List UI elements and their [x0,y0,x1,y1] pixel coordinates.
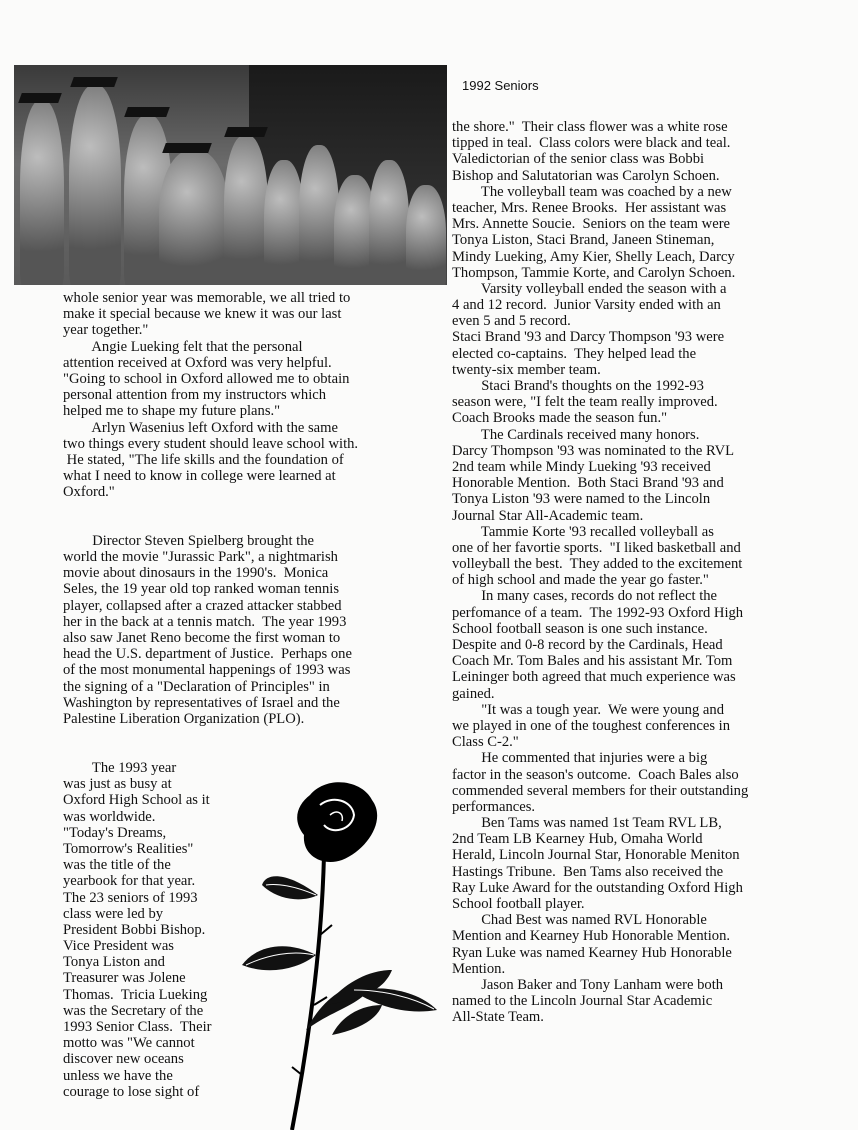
text-line: gained. [452,685,495,702]
text-line: In many cases, records do not reflect the [452,588,718,605]
text-line: Thompson, Tammie Korte, and Carolyn Schoen. [452,264,736,281]
text-line: All-State Team. [452,1009,544,1026]
text-line: was just as busy at [63,776,172,793]
text-line [63,500,448,516]
text-line: Washington by representatives of Israel and the [63,694,340,711]
text-line: Mention. [452,960,506,977]
text-line: discover new oceans [63,1051,184,1068]
text-line: motto was "We cannot [63,1035,195,1052]
text-line: Coach Mr. Tom Bales and his assistant Mr. Tom [452,653,733,670]
text-line: Darcy Thompson '93 was nominated to the RVL [452,442,735,459]
text-line: Tomorrow's Realities" [63,840,194,857]
text-line: of the most monumental happenings of 1993 was [63,662,351,679]
text-line: even 5 and 5 record. [452,313,571,330]
text-line: courage to lose sight of [63,1083,200,1100]
text-line: Staci Brand's thoughts on the 1992-93 [452,378,704,394]
text-line: School football season is one such instance. [452,620,708,637]
text-line: named to the Lincoln Journal Star Academic [452,993,713,1010]
text-line: twenty-six member team. [452,361,601,378]
text-line: year together." [63,322,149,339]
text-line: perfomance of a team. The 1992-93 Oxford High [452,604,744,621]
text-line: whole senior year was memorable, we all tried to [63,290,351,306]
text-line: Oxford." [63,484,115,501]
text-line: Ray Luke Award for the outstanding Oxford High [452,879,743,896]
text-line: Chad Best was named RVL Honorable [452,912,707,929]
text-line: Hastings Tribune. Ben Tams also received the [452,863,724,880]
text-line: Ryan Luke was named Kearney Hub Honorable [452,944,732,961]
text-line: Vice President was [63,938,174,955]
text-line: season were, "I felt the team really improved. [452,394,718,411]
text-line: The volleyball team was coached by a new [452,183,732,200]
text-line: one of her favortie sports. "I liked basketball and [452,539,741,556]
senior-class-photo [14,65,447,285]
text-line: Oxford High School as it [63,792,210,809]
text-line: Valedictorian of the senior class was Bobbi [452,151,705,168]
text-line: "Going to school in Oxford allowed me to obtain [63,370,350,387]
text-line: Angie Lueking felt that the personal [63,338,303,355]
text-line: Tonya Liston and [63,954,165,971]
rose-illustration [232,775,442,1130]
text-line: class were led by [63,905,164,922]
text-line: Varsity volleyball ended the season with a [452,280,727,297]
text-line: Seles, the 19 year old top ranked woman tennis [63,581,339,598]
text-line: the signing of a "Declaration of Principles" in [63,678,330,695]
text-line: attention received at Oxford was very helpful. [63,354,332,371]
text-line: 2nd team while Mindy Lueking '93 received [452,458,711,475]
text-line: Arlyn Wasenius left Oxford with the same [63,419,338,436]
text-line: factor in the season's outcome. Coach Bales also [452,766,739,783]
text-line: make it special because we knew it was our last [63,306,342,323]
text-line: Staci Brand '93 and Darcy Thompson '93 were [452,329,725,346]
text-line: unless we have the [63,1067,173,1084]
text-line: Treasurer was Jolene [63,970,186,987]
text-line: Ben Tams was named 1st Team RVL LB, [452,815,722,832]
text-line: movie about dinosaurs in the 1990's. Monica [63,565,329,582]
text-line: head the U.S. department of Justice. Perhaps one [63,646,352,663]
text-line: Tammie Korte '93 recalled volleyball as [452,523,714,540]
left-column-text [63,290,448,760]
text-line: Director Steven Spielberg brought the [63,532,315,549]
text-line: Herald, Lincoln Journal Star, Honorable Meniton [452,847,740,864]
text-line: Tonya Liston '93 were named to the Lincoln [452,491,711,508]
text-line: Class C-2." [452,734,519,751]
text-line: Jason Baker and Tony Lanham were both [452,976,724,993]
text-line: elected co-captains. They helped lead the [452,345,697,362]
text-line: 4 and 12 record. Junior Varsity ended with an [452,297,721,314]
text-line: Leininger both agreed that much experience was [452,669,736,686]
text-line [63,517,448,533]
text-line: Honorable Mention. Both Staci Brand '93 and [452,475,724,492]
text-line: world the movie "Jurassic Park", a nightmarish [63,549,338,565]
text-line: Thomas. Tricia Lueking [63,986,208,1003]
text-line: "Today's Dreams, [63,824,167,841]
text-line: was worldwide. [63,808,156,825]
text-line: He commented that injuries were a big [452,750,708,767]
text-line: Tonya Liston, Staci Brand, Janeen Stineman, [452,232,715,249]
text-line: Despite and 0-8 record by the Cardinals, Head [452,637,723,653]
text-line: School football player. [452,896,585,912]
text-line: He stated, "The life skills and the foundation of [63,451,344,468]
text-line: Mindy Lueking, Amy Kier, Shelly Leach, Darcy [452,248,735,265]
text-line: the shore." Their class flower was a white rose [452,119,728,135]
text-line: commended several members for their outstanding [452,782,749,799]
text-line: yearbook for that year. [63,873,196,890]
text-line: The 1993 year [63,760,177,776]
text-line: The Cardinals received many honors. [452,426,700,443]
text-line: Coach Brooks made the season fun." [452,410,668,427]
text-line: also saw Janet Reno become the first woman to [63,629,341,646]
text-line: Palestine Liberation Organization (PLO). [63,710,305,727]
text-line: two things every student should leave school with. [63,435,359,452]
text-line: what I need to know in college were learned at [63,468,336,485]
text-line: her in the back at a tennis match. The year 1993 [63,613,347,630]
text-line: of high school and made the year go faster." [452,572,709,589]
text-line: player, collapsed after a crazed attacker stabbed [63,597,342,614]
page-header: 1992 Seniors [462,78,539,93]
text-line: performances. [452,798,536,815]
text-line: volleyball the best. They added to the excitement [452,556,743,573]
text-line: personal attention from my instructors which [63,387,327,404]
text-line: tipped in teal. Class colors were black and teal. [452,135,731,152]
text-line: President Bobbi Bishop. [63,921,206,938]
text-line: Journal Star All-Academic team. [452,507,644,524]
text-line: was the Secretary of the [63,1002,204,1019]
text-line: Mention and Kearney Hub Honorable Mention. [452,928,731,945]
text-line: we played in one of the toughest conferences in [452,717,730,734]
text-line: 1993 Senior Class. Their [63,1019,212,1035]
text-line: teacher, Mrs. Renee Brooks. Her assistant was [452,199,727,216]
text-line: 2nd Team LB Kearney Hub, Omaha World [452,831,703,848]
text-line: Bishop and Salutatorian was Carolyn Schoen. [452,167,720,184]
text-line: The 23 seniors of 1993 [63,889,198,906]
text-line: helped me to shape my future plans." [63,403,281,420]
text-line: was the title of the [63,857,171,874]
text-line: "It was a tough year. We were young and [452,701,724,718]
right-column-text [452,119,847,1130]
text-line: Mrs. Annette Soucie. Seniors on the team were [452,216,731,233]
